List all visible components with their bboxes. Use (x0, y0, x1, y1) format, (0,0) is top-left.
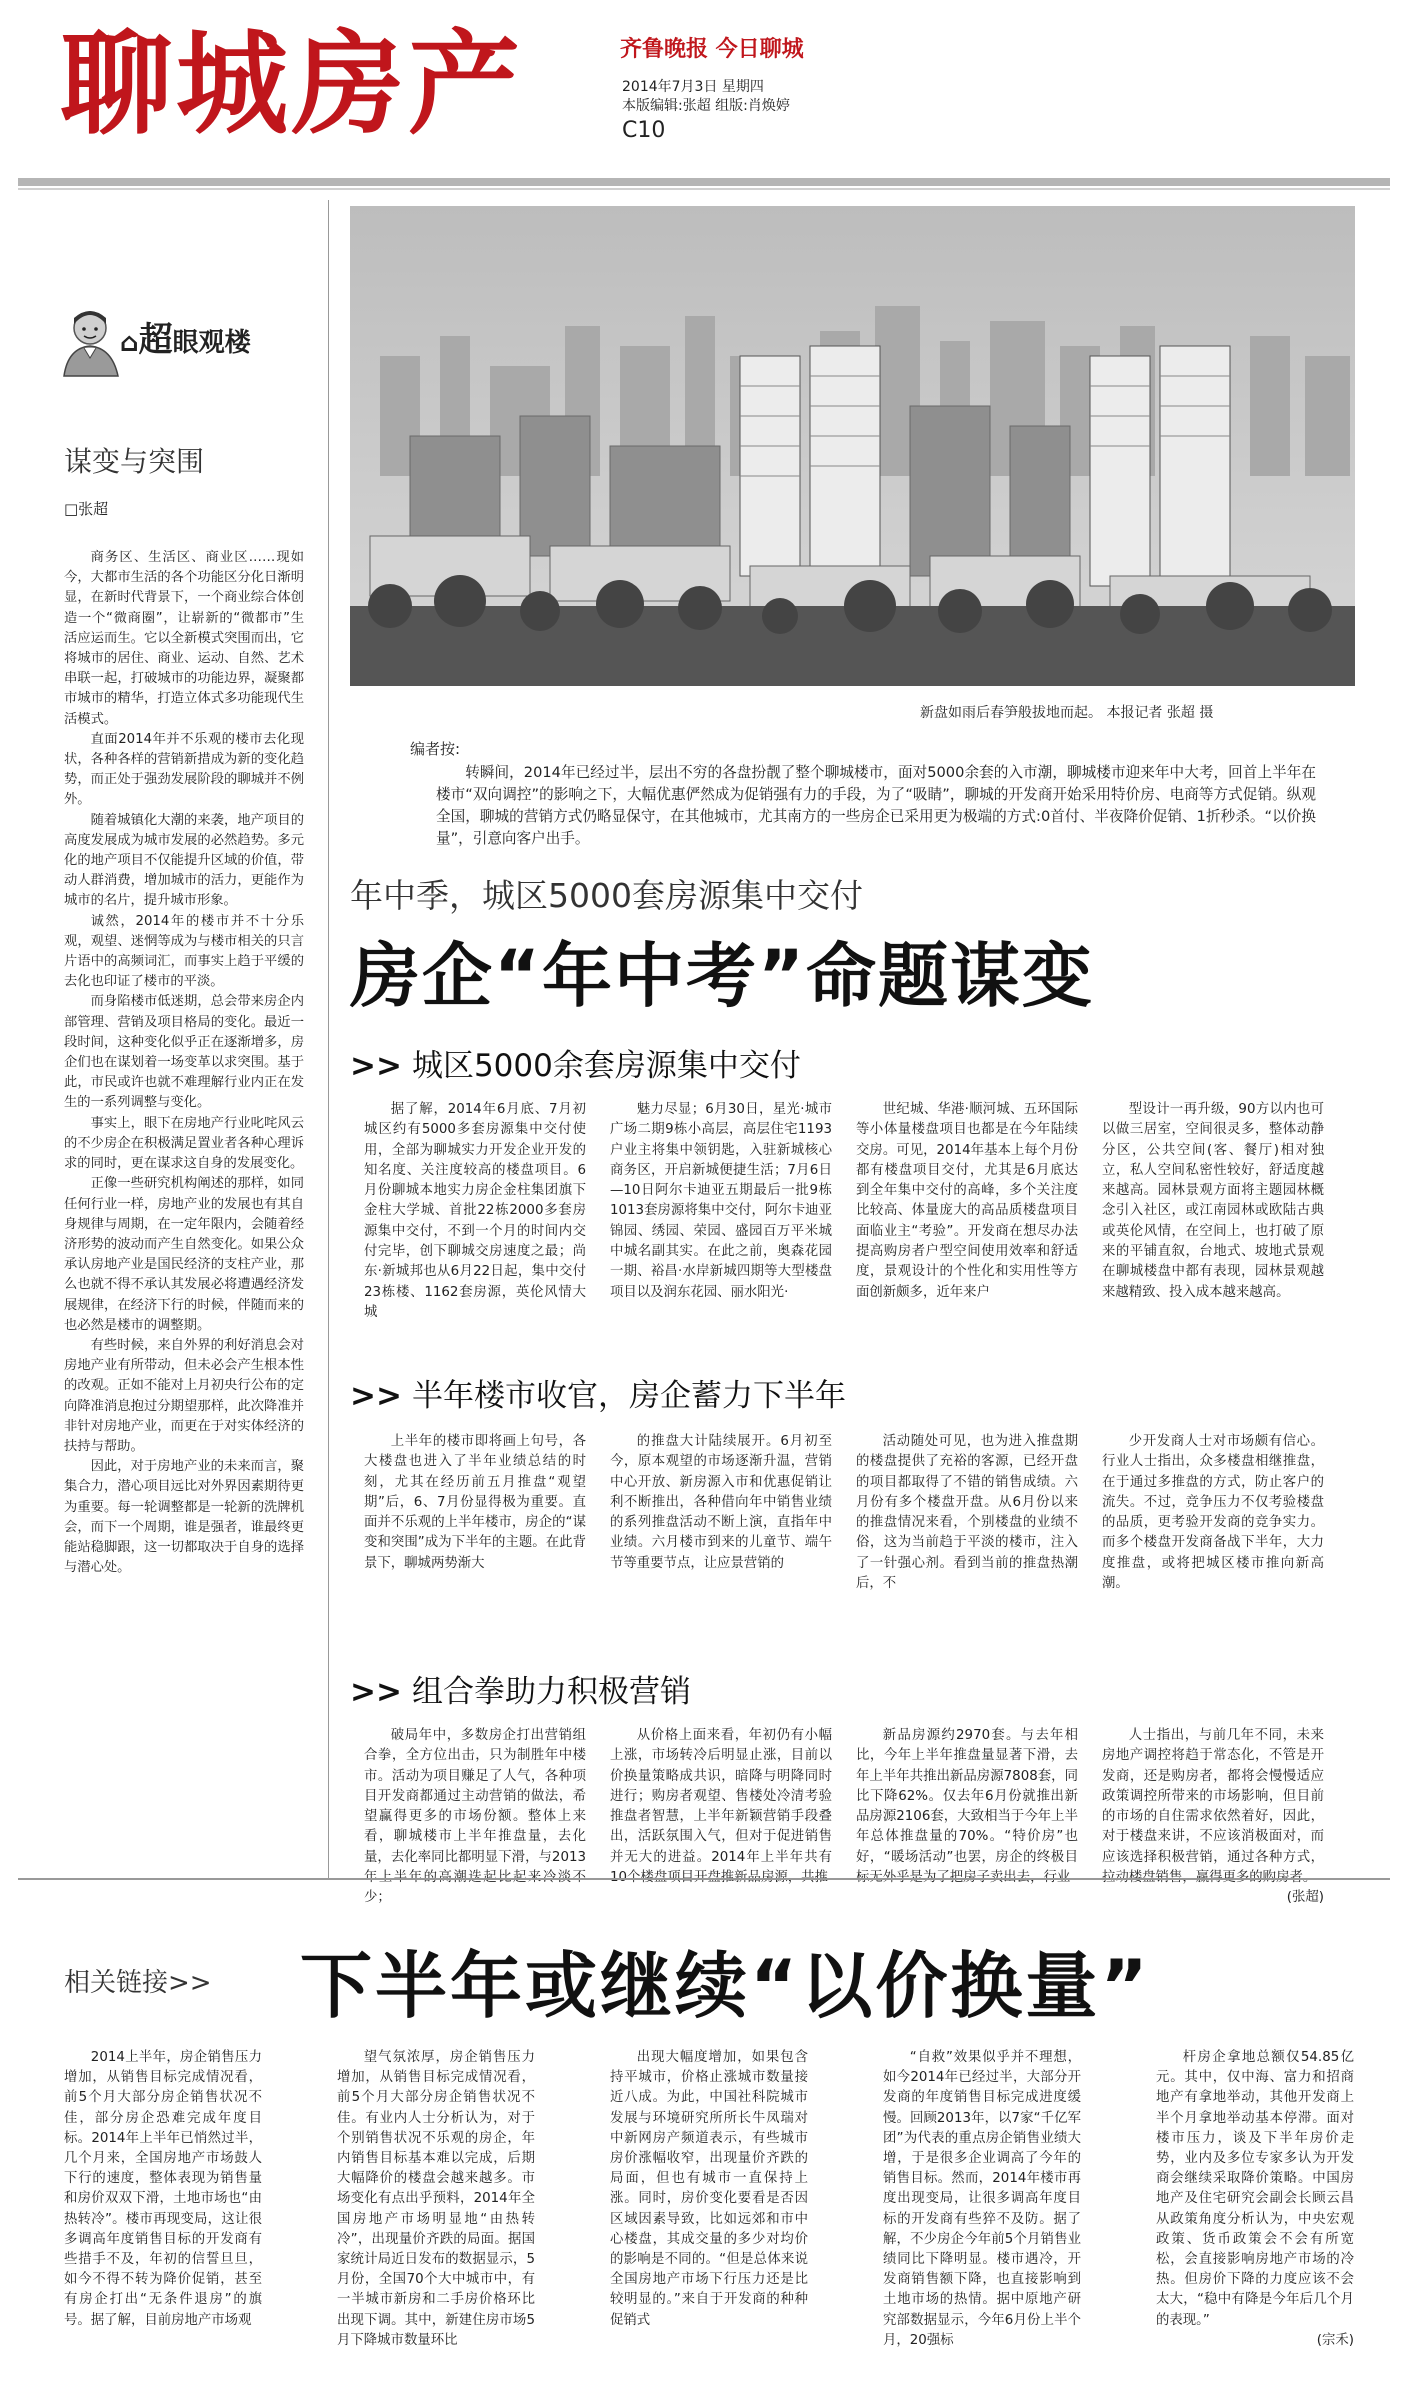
related-headline: 下半年或继续“以价换量” (300, 1944, 1151, 2028)
arrow-icon: >> (350, 1674, 402, 1710)
related-label: 相关链接>> (64, 1968, 212, 1998)
columnist-avatar (62, 302, 126, 376)
story-headline: 房企“年中考”命题谋变 (350, 935, 1095, 1017)
text-column: 据了解，2014年6月底、7月初城区约有5000多套房源集中交付使用，全部为聊城实力开发企业开发的知名度、关注度较高的楼盘项目。6月份聊城本地实力房企金柱集团旗下金柱大学城、首批22栋2000多套房源集中交付，不到一个月的时间内交付完毕，创下聊城交房速度之最；尚东·新城邦也从6月22日起，集中交付23栋楼、1162套房源，英伦风情大城 (364, 1102, 586, 1320)
text-column: 的推盘大计陆续展开。6月初至今，原本观望的市场逐渐升温，营销中心开放、新房源入市和优惠促销让利不断推出，各种借向年中销售业绩的系列推盘活动不断上演，直指年中业绩。六月楼市到来的儿童节、端午节等重要节点，让应景营销的 (610, 1434, 832, 1571)
column-logo (120, 312, 251, 361)
column-paragraph: 诚然，2014年的楼市并不十分乐观，观望、迷惘等成为与楼市相关的只言片语中的高频词汇，而事实上趋于平缓的去化也印证了楼市的平淡。 (64, 913, 304, 990)
arrow-icon: >> (350, 1048, 402, 1084)
text-column: 型设计一再升级，90方以内也可以做三居室，空间很灵多，整体动静分区，公共空间(客、餐厅)相对独立，私人空间私密性较好，舒适度越来越高。园林景观方面将主题园林概念引入社区，或江南园林或欧陆古典或英伦风情，在空间上，也打破了原来的平铺直叙，台地式、坡地式景观在聊城楼盘中都有表现，园林景观越来越精致、投入成本越来越高。 (1102, 1102, 1324, 1300)
section-body (364, 1432, 1324, 1642)
column-paragraph: 因此，对于房地产业的未来而言，聚集合力，潜心项目远比对外界因素期待更为重要。每一轮调整都是一轮新的洗牌机会，而下一个周期，谁是强者，谁最终更能站稳脚跟，这一切都取决于自身的选择与潜心处。 (64, 1459, 304, 1576)
column-paragraph: 而身陷楼市低迷期，总会带来房企内部管理、营销及项目格局的变化。最近一段时间，这种变化似乎正在逐渐增多，房企们也在谋划着一场变革以求突围。基于此，市民或许也就不难理解行业内正在发生的一系列调整与变化。 (64, 994, 304, 1111)
column-paragraph: 有些时候，来自外界的利好消息会对房地产业有所带动，但未必会产生根本性的改观。正如不能对上月初央行公布的定向降准消息抱过分期望那样，此次降准并非针对房地产业，而更在于对实体经济的扶持与帮助。 (64, 1337, 304, 1454)
text-column: 活动随处可见，也为进入推盘期的楼盘提供了充裕的客源，已经开盘的项目都取得了不错的销售成绩。六月份有多个楼盘开盘。从6月份以来的推盘情况来看，个别楼盘的业绩不俗，这为当前趋于平淡的楼市，注入了一针强心剂。看到当前的推盘热潮后，不 (856, 1434, 1078, 1592)
masthead-rule-thin (18, 188, 1390, 190)
newspaper-brand: 齐鲁晚报 今日聊城 (620, 37, 804, 62)
masthead-rule (18, 178, 1390, 186)
text-column: 少开发商人士对市场颇有信心。行业人士指出，众多楼盘相继推盘，在于通过多推盘的方式，防止客户的流失。不过，竞争压力不仅考验楼盘的品质，更考验开发商的竞争实力。而多个楼盘开发商备战下半年，大力度推盘，或将把城区楼市推向新高潮。 (1102, 1434, 1324, 1592)
section-heading: >> 半年楼市收官，房企蓄力下半年 (350, 1378, 846, 1414)
column-logo-big: 超 (138, 320, 173, 360)
house-icon: ⌂ (120, 328, 139, 358)
story-kicker: 年中季，城区5000套房源集中交付 (350, 876, 863, 915)
column-paragraph: 正像一些研究机构阐述的那样，如同任何行业一样，房地产业的发展也有其自身规律与周期，在一定年限内，会随着经济形势的波动而产生自然变化。如果公众承认房地产业是国民经济的支柱产业，那么也就不得不承认其发展必将遭遇经济发展规律，在经济下行的时候，伴随而来的也必然是楼市的调整期。 (64, 1176, 304, 1333)
issue-date: 2014年7月3日 星期四 (622, 79, 764, 95)
byline: (张超) (1286, 1890, 1324, 1906)
section-body (364, 1100, 1324, 1346)
text-column: 世纪城、华港·顺河城、五环国际等小体量楼盘项目也都是在今年陆续交房。可见，2014年基本上每个月份都有楼盘项目交付，尤其是6月底达到全年集中交付的高峰，多个关注度比较高、体量庞大的高品质楼盘项目面临业主“考验”。开发商在想尽办法提高购房者户型空间使用效率和舒适度，景观设计的个性化和实用性等方面创新颇多，近年来户 (856, 1102, 1078, 1300)
photo-caption: 新盘如雨后春笋般拔地而起。 本报记者 张超 摄 (920, 705, 1214, 721)
text-column: 新品房源约2970套。与去年相比，今年上半年推盘量显著下滑，去年上半年共推出新品房源7808套，同比下降62%。仅去年6月份就推出新品房源2106套，大致相当于今年上半年总体推盘量的70%。“特价房”也好，“暖场活动”也罢，房企的终极目 (856, 1728, 1078, 1865)
issue-staff: 本版编辑:张超 组版:肖焕婷 (622, 98, 790, 114)
editor-note (436, 762, 1316, 850)
text-column: 2014上半年，房企销售压力增加，从销售目标完成情况看，前5个月大部分房企销售状况不佳，部分房企恐难完成年度目标。2014年上半年已悄然过半，几个月来，全国房地产市场鼓人下行的速度，整体表现为销售量和房价双双下滑，土地市场也“由热转冷”。楼市再现变局，这让很多调高年度销售目标的开发商有些措手不及，年初的信誓旦旦，如今不得不转为降价促销，甚至有房企打出“无条件退房”的旗号。据了解，目前房地产市场观 (64, 2050, 262, 2328)
text-column: 上半年的楼市即将画上句号，各大楼盘也进入了半年业绩总结的时刻，尤其在经历前五月推盘“观望期”后，6、7月份显得极为重要。直面并不乐观的上半年楼市，房企的“谋变和突围”成为下半年的主题。在此背景下，聊城两势渐大 (364, 1434, 586, 1571)
related-body (64, 2048, 1354, 2358)
issue-meta (622, 78, 790, 116)
editor-note-text: 转瞬间，2014年已经过半，层出不穷的各盘扮靓了整个聊城楼市，面对5000余套的入市潮，聊城楼市迎来年中大考，回首上半年在楼市“双向调控”的影响之下，大幅优惠俨然成为促销强有力的手段，为了“吸睛”，聊城的开发商开始采用特价房、电商等方式促销。纵观全国，聊城的营销方式仍略显保守，在其他城市，尤其南方的一些房企已采用更为极端的方式:0首付、半夜降价促销、1折秒杀。“以价换量”，引意向客户出手。 (436, 764, 1316, 847)
column-logo-rest: 眼观楼 (172, 328, 251, 358)
editor-note-label: 编者按: (410, 740, 461, 758)
column-title: 谋变与突围 (64, 445, 205, 478)
section-rule (18, 1878, 1390, 1880)
column-divider (328, 200, 329, 1880)
arrow-icon: >> (350, 1378, 402, 1414)
page-number: C10 (622, 118, 666, 143)
section-heading: >> 城区5000余套房源集中交付 (350, 1048, 801, 1084)
byline: (宗禾) (1316, 2332, 1354, 2348)
text-column: 杆房企拿地总额仅54.85亿元。其中，仅中海、富力和招商地产有拿地举动，其他开发商上半个月拿地举动基本停滞。面对楼市压力，谈及下半年房价走势，业内及多位专家多认为开发商会继续采取降价策略。中国房地产及住宅研究会副会长顾云昌从政策角度分析认为，中央宏观政策、货币政策会不会有所宽松，会直接影响房地产市场的冷热。但房价下降的力度应该不会太大，“稳中有降是今年后几个月的表现。” (宗禾) (1156, 2048, 1354, 2358)
column-paragraph: 事实上，眼下在房地产行业叱咤风云的不少房企在积极满足置业者各种心理诉求的同时，更在谋求这自身的发展变化。 (64, 1115, 304, 1172)
column-body (64, 548, 304, 1878)
section-heading: >> 组合拳助力积极营销 (350, 1674, 691, 1710)
column-paragraph: 商务区、生活区、商业区……现如今，大都市生活的各个功能区分化日渐明显，在新时代背景下，一个商业综合体创造一个“微商圈”，让崭新的“微都市”生活应运而生。它以全新模式突围而出，它将城市的居住、商业、运动、自然、艺术串联一起，打破城市的功能边界，凝聚都市城市的精华，打造立体式多功能现代生活模式。 (64, 550, 304, 727)
column-paragraph: 直面2014年并不乐观的楼市去化现状，各种各样的营销新措成为新的变化趋势，而正处于强劲发展阶段的聊城并不例外。 (64, 731, 304, 808)
text-column: 魅力尽显；6月30日，星光·城市广场二期9栋小高层，高层住宅1193户业主将集中领钥匙，入驻新城核心商务区，开启新城便捷生活；7月6日—10日阿尔卡迪亚五期最后一批9栋1013套房源将集中交付，阿尔卡迪亚锦园、绣园、荣园、盛园百万平米城中城名副其实。在此之前，奥森花园一期、裕昌·水岸新城四期等大型楼盘项目以及润东花园、丽水阳光· (610, 1102, 832, 1300)
text-column: 出现大幅度增加，如果包含持平城市，价格止涨城市数量接近八成。为此，中国社科院城市发展与环境研究所所长牛凤瑞对中新网房产频道表示，有些城市房价涨幅收窄，出现量价齐跌的局面，但也有城市一直保持上涨。同时，房价变化要看是否因区域因素导致，比如远郊和市中心楼盘，其成交量的多少对均价的影响是不同的。“但是总体来说全国房地产市场下行压力还是比较明显的。”来自于开发商的种种促销式 (610, 2050, 808, 2328)
column-paragraph: 随着城镇化大潮的来袭，地产项目的高度发展成为城市发展的必然趋势。多元化的地产项目不仅能提升区域的价值，带动人群消费，增加城市的活力，更能作为城市的名片，提升城市形象。 (64, 812, 304, 909)
text-column: “自救”效果似乎并不理想，如今2014年已经过半，大部分开发商的年度销售目标完成进度缓慢。回顾2013年，以7家“千亿军团”为代表的重点房企销售业绩大增，于是很多企业调高了今年的销售目标。然而，2014年楼市再度出现变局，让很多调高年度目标的开发商有些猝不及防。据了解，不少房企今年前5个月销售业绩同比下降明显。楼市遇冷，开发商销售额下降，也直接影响到土地市场的热情。据中原地产研究部数据显示，今年6月份上半个月，20强标 (883, 2050, 1081, 2348)
text-column: 破局年中，多数房企打出营销组合拳，全方位出击，只为制胜年中楼市。活动为项目赚足了人气，各种项目开发商都通过主动营销的做法，希望赢得更多的市场份额。整体上来看，聊城楼市上半年推盘量，去化量，去化率同比都明显下滑，与2013 少； (364, 1728, 586, 1906)
cityscape-photo (350, 206, 1355, 686)
text-column: 人士指出，与前几年不同，未来房地产调控将趋于常态化，不管是开发商，还是购房者，都将会慢慢适应政策调控所带来的市场影响，但目前的市场的自住需求依然着好，因此，对于楼盘来讲，不应该消极面对，而应该选择积极营销，通过各种方式， (张超) (1102, 1726, 1324, 1874)
text-column: 望气氛浓厚，房企销售压力增加，从销售目标完成情况看，前5个月大部分房企销售状况不佳。有业内人士分析认为，对于个别销售状况不乐观的房企，年内销售目标基本难以完成，后期大幅降价的楼盘会越来越多。市场变化有点出乎预料，2014年全国房地产市场明显地“由热转冷”，出现量价齐跌的局面。据国家统计局近日发布的数据显示，5月份，全国70个大中城市中，有一半城市新房和二手房价格环比出现下调。其中，新建住房市场5月下降城市数量环比 (337, 2050, 535, 2348)
column-author: □张超 (64, 500, 109, 518)
masthead-title: 聊城房产 (60, 19, 524, 150)
section-body (364, 1726, 1324, 1906)
text-column: 从价格上面来看，年初仍有小幅上涨，市场转冷后明显止涨，目前以价换量策略成共识，暗降与明降同时进行；购房者观望、售楼处冷清考验推盘者智慧，上半年新颖营销手段叠出，活跃氛围入气，但对于促进销售并无大的进益。2014年上半年共有 (610, 1728, 832, 1865)
